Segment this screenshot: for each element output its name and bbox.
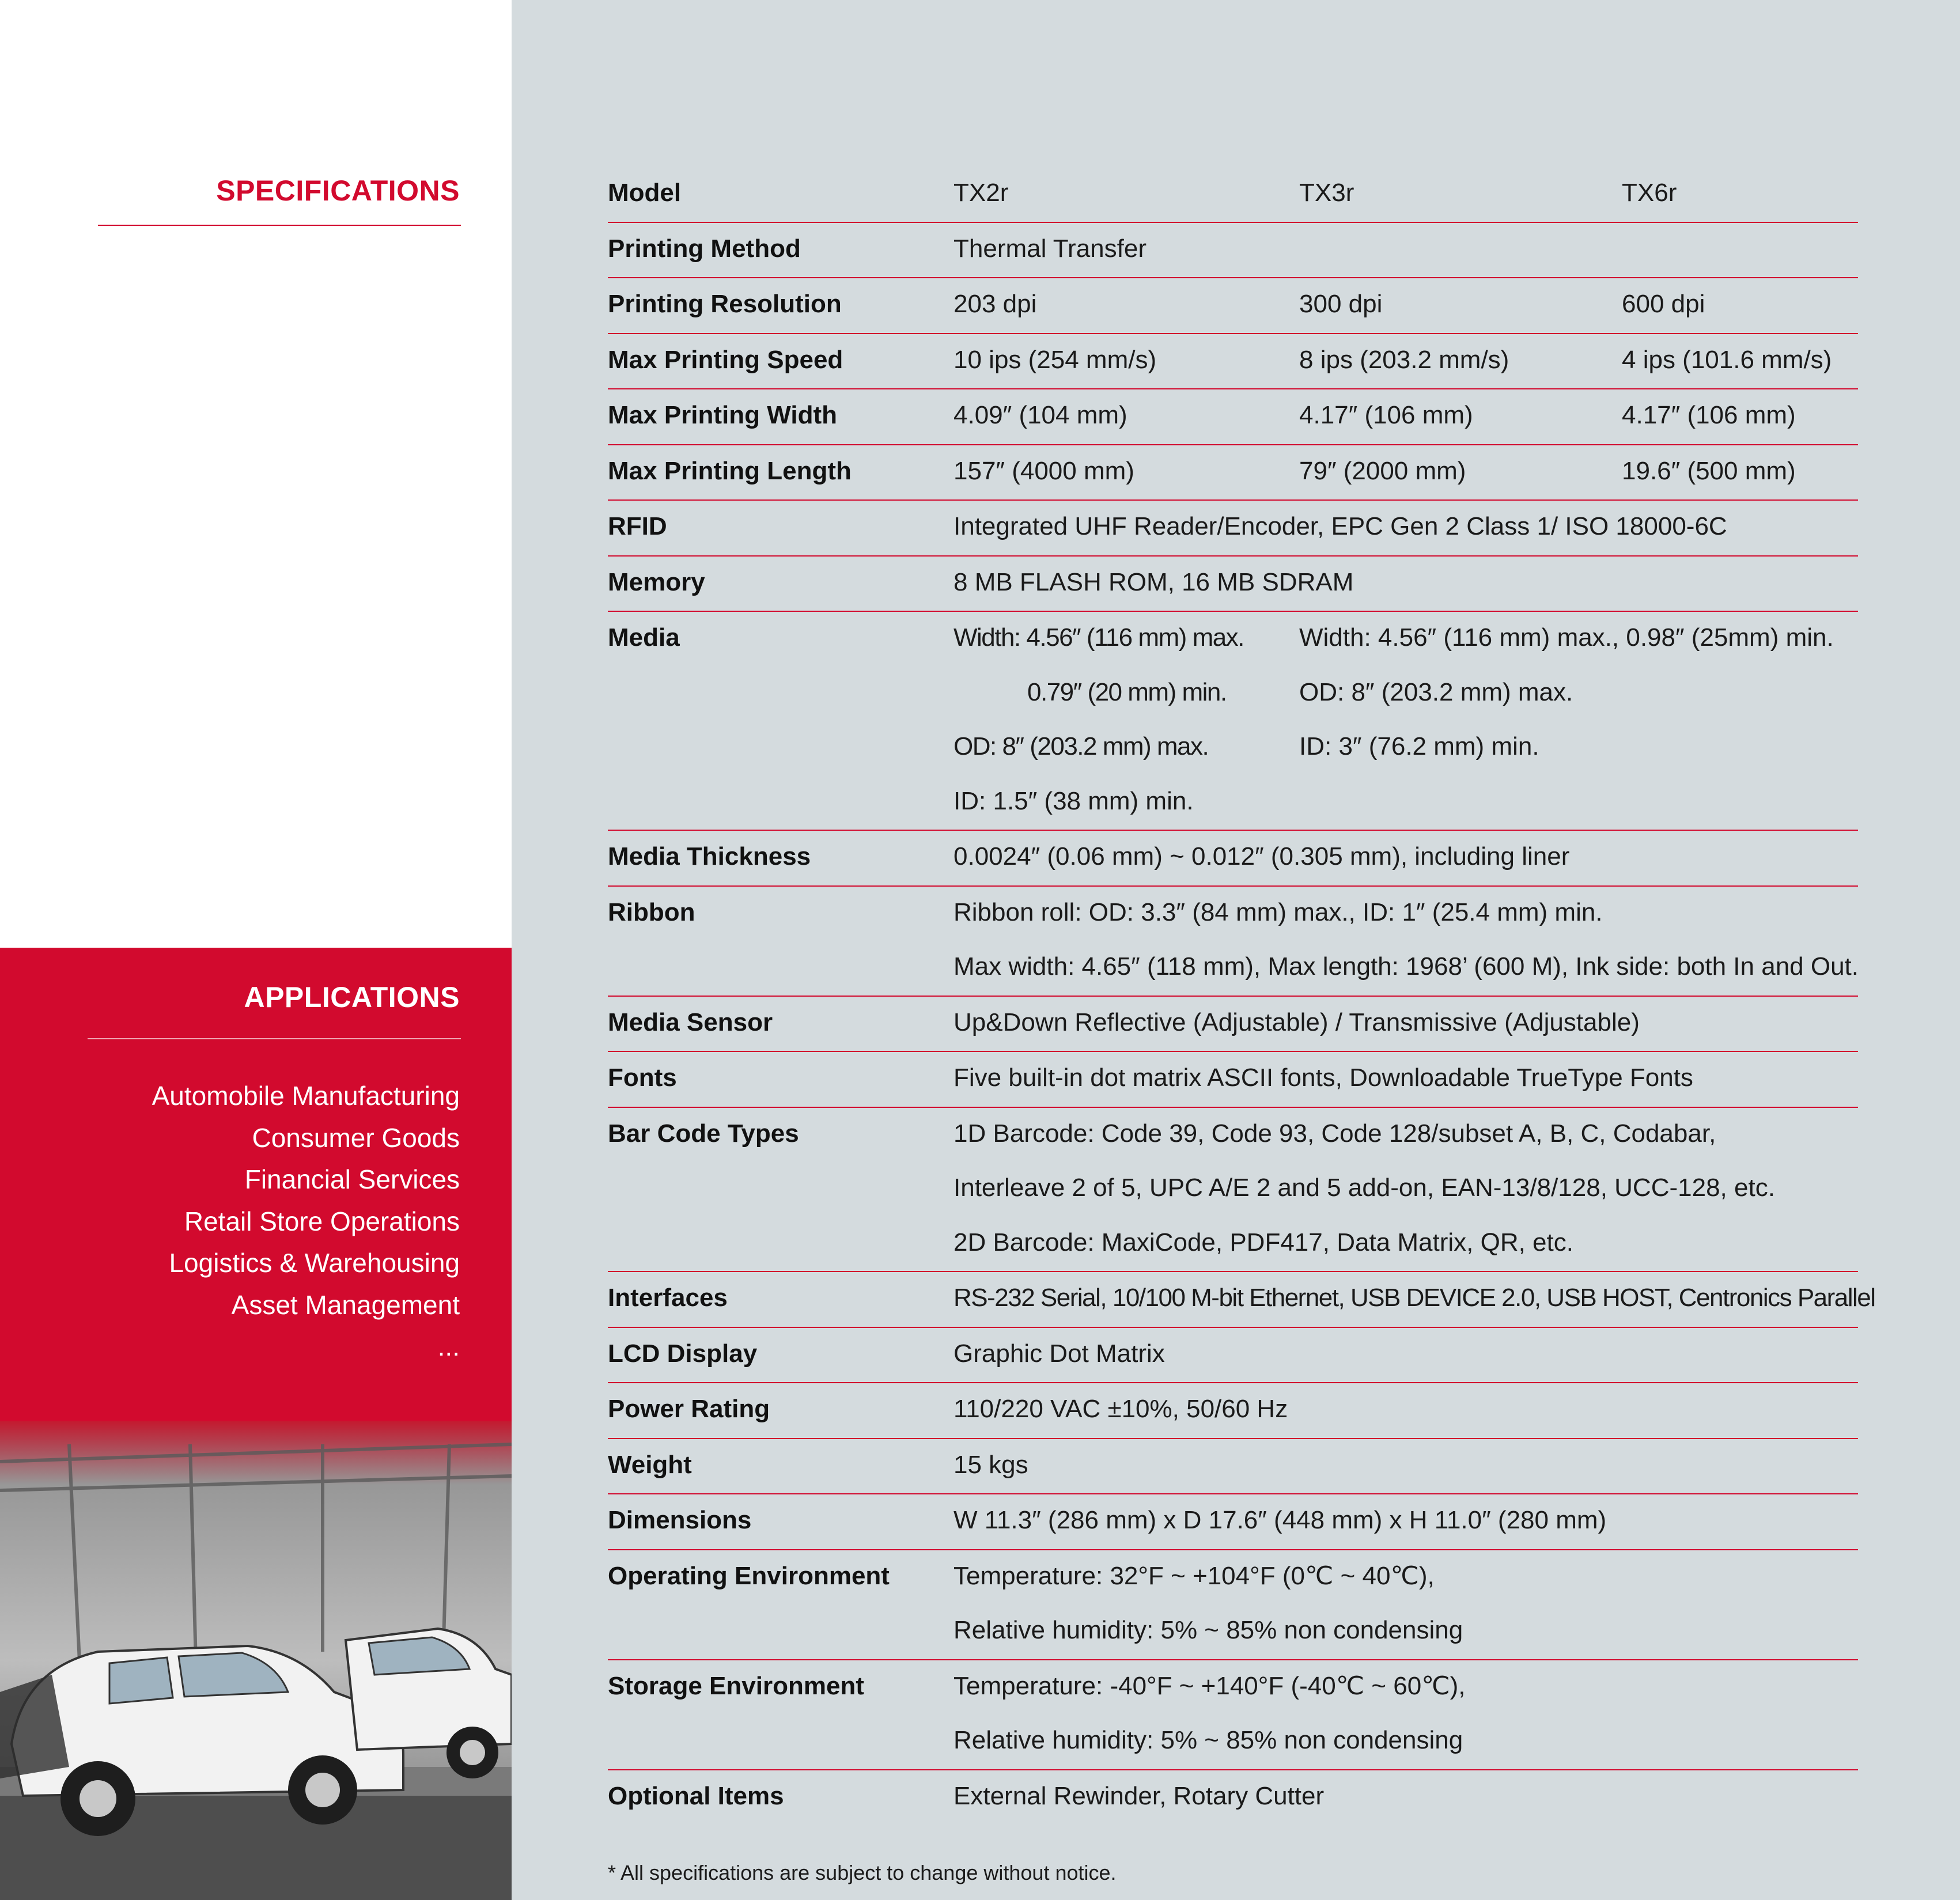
resolution-tx6r: 600 dpi [1622, 290, 1705, 318]
spec-value: Up&Down Reflective (Adjustable) / Transmissive (Adjustable) [953, 1008, 1640, 1036]
application-item: Retail Store Operations [184, 1206, 460, 1236]
media-tx2r-od: OD: 8″ (203.2 mm) max. [953, 732, 1209, 760]
media-tx3r-id: ID: 3″ (76.2 mm) min. [1299, 732, 1539, 760]
spec-label: Printing Method [608, 234, 801, 263]
spec-label: Max Printing Speed [608, 345, 843, 374]
spec-row-max-printing-length [608, 445, 1858, 501]
spec-value: Ribbon roll: OD: 3.3″ (84 mm) max., ID: 1″ (25.4 mm) min. [953, 898, 1603, 926]
media-tx3r-od: OD: 8″ (203.2 mm) max. [1299, 678, 1573, 706]
spec-value: Interleave 2 of 5, UPC A/E 2 and 5 add-on, EAN-13/8/128, UCC-128, etc. [953, 1174, 1775, 1202]
length-tx2r: 157″ (4000 mm) [953, 456, 1134, 485]
application-item: Automobile Manufacturing [152, 1081, 460, 1111]
spec-label: Dimensions [608, 1506, 752, 1534]
media-tx2r-id: ID: 1.5″ (38 mm) min. [953, 786, 1194, 815]
width-tx3r: 4.17″ (106 mm) [1299, 401, 1473, 429]
spec-value: Thermal Transfer [953, 234, 1147, 263]
spec-value: Temperature: -40°F ~ +140°F (-40℃ ~ 60℃), [953, 1671, 1466, 1700]
spec-value: RS-232 Serial, 10/100 M-bit Ethernet, USB DEVICE 2.0, USB HOST, Centronics Parallel [953, 1284, 1875, 1312]
spec-row-lcd-display [608, 1328, 1858, 1384]
spec-row-media-thickness [608, 831, 1858, 887]
factory-photo [0, 1421, 512, 1900]
media-tx3r-width: Width: 4.56″ (116 mm) max., 0.98″ (25mm) min. [1299, 623, 1834, 652]
spec-label: Max Printing Length [608, 456, 852, 485]
spec-value: W 11.3″ (286 mm) x D 17.6″ (448 mm) x H 11.0″ (280 mm) [953, 1506, 1607, 1534]
spec-label: Printing Resolution [608, 290, 842, 318]
spec-label: Operating Environment [608, 1561, 890, 1590]
speed-tx3r: 8 ips (203.2 mm/s) [1299, 345, 1509, 374]
spec-row-interfaces [608, 1272, 1875, 1328]
length-tx3r: 79″ (2000 mm) [1299, 456, 1466, 485]
spec-label: Weight [608, 1450, 692, 1479]
spec-label: Optional Items [608, 1781, 784, 1810]
spec-value: 2D Barcode: MaxiCode, PDF417, Data Matrix, QR, etc. [953, 1228, 1573, 1256]
applications-heading: APPLICATIONS [244, 981, 460, 1013]
spec-value: Relative humidity: 5% ~ 85% non condensing [953, 1726, 1463, 1754]
spec-value: External Rewinder, Rotary Cutter [953, 1781, 1325, 1810]
media-tx2r-width: Width: 4.56″ (116 mm) max. [953, 623, 1244, 652]
application-item: Logistics & Warehousing [169, 1248, 460, 1278]
spec-value: Relative humidity: 5% ~ 85% non condensing [953, 1616, 1463, 1644]
spec-value: Five built-in dot matrix ASCII fonts, Downloadable TrueType Fonts [953, 1063, 1693, 1092]
spec-row-max-printing-speed [608, 334, 1858, 390]
application-item: Asset Management [231, 1289, 460, 1320]
spec-label: Storage Environment [608, 1671, 864, 1700]
spec-row-max-printing-width [608, 389, 1858, 445]
spec-value: 0.0024″ (0.06 mm) ~ 0.012″ (0.305 mm), including liner [953, 842, 1570, 870]
footnote: * All specifications are subject to change without notice. [608, 1861, 1117, 1884]
spec-label: Model [608, 179, 682, 207]
application-item: Financial Services [244, 1164, 460, 1194]
spec-value: 15 kgs [953, 1450, 1028, 1479]
applications-list [152, 1075, 460, 1368]
spec-row-weight [608, 1439, 1858, 1495]
resolution-tx3r: 300 dpi [1299, 290, 1383, 318]
spec-row-model [608, 167, 1858, 223]
spec-label: Max Printing Width [608, 401, 838, 429]
spec-label: Media Thickness [608, 842, 811, 870]
spec-row-storage-environment [608, 1660, 1858, 1770]
spec-label: Power Rating [608, 1395, 770, 1423]
spec-label: Interfaces [608, 1284, 728, 1312]
spec-label: Memory [608, 567, 705, 596]
resolution-tx2r: 203 dpi [953, 290, 1037, 318]
spec-label: Media Sensor [608, 1008, 773, 1036]
spec-label: Media [608, 623, 680, 652]
spec-row-media-sensor [608, 997, 1858, 1053]
spec-row-fonts [608, 1052, 1858, 1108]
spec-value: Integrated UHF Reader/Encoder, EPC Gen 2 Class 1/ ISO 18000-6C [953, 512, 1727, 540]
spec-row-printing-resolution [608, 278, 1858, 334]
spec-label: LCD Display [608, 1339, 758, 1368]
spec-row-memory [608, 557, 1858, 612]
spec-row-ribbon [608, 887, 1858, 997]
specifications-heading: SPECIFICATIONS [216, 175, 460, 207]
application-item: Consumer Goods [252, 1122, 460, 1153]
width-tx6r: 4.17″ (106 mm) [1622, 401, 1796, 429]
applications-divider [88, 1038, 461, 1039]
length-tx6r: 19.6″ (500 mm) [1622, 456, 1796, 485]
spec-row-rfid [608, 501, 1858, 557]
application-item: ... [437, 1331, 460, 1361]
spec-row-operating-environment [608, 1550, 1858, 1660]
specifications-divider [98, 225, 461, 226]
spec-table [608, 167, 1875, 1825]
media-tx2r-min: 0.79″ (20 mm) min. [1027, 678, 1227, 706]
width-tx2r: 4.09″ (104 mm) [953, 401, 1127, 429]
spec-row-media [608, 612, 1858, 831]
spec-label: Bar Code Types [608, 1119, 799, 1148]
spec-value: 1D Barcode: Code 39, Code 93, Code 128/subset A, B, C, Codabar, [953, 1119, 1716, 1148]
spec-row-optional-items [608, 1770, 1858, 1825]
model-tx2r: TX2r [953, 179, 1009, 207]
spec-value: 8 MB FLASH ROM, 16 MB SDRAM [953, 567, 1354, 596]
sidebar-top [0, 0, 512, 948]
spec-label: Ribbon [608, 898, 695, 926]
speed-tx2r: 10 ips (254 mm/s) [953, 345, 1157, 374]
model-tx3r: TX3r [1299, 179, 1354, 207]
spec-value: Temperature: 32°F ~ +104°F (0℃ ~ 40℃), [953, 1561, 1435, 1590]
spec-row-power-rating [608, 1383, 1858, 1439]
spec-value: Graphic Dot Matrix [953, 1339, 1165, 1368]
spec-row-printing-method [608, 223, 1858, 279]
model-tx6r: TX6r [1622, 179, 1677, 207]
spec-label: Fonts [608, 1063, 677, 1092]
spec-label: RFID [608, 512, 667, 540]
spec-value: 110/220 VAC ±10%, 50/60 Hz [953, 1395, 1288, 1423]
spec-row-dimensions [608, 1494, 1858, 1550]
spec-value: Max width: 4.65″ (118 mm), Max length: 1968’ (600 M), Ink side: both In and Out. [953, 952, 1859, 981]
speed-tx6r: 4 ips (101.6 mm/s) [1622, 345, 1832, 374]
spec-row-bar-code-types [608, 1108, 1858, 1273]
